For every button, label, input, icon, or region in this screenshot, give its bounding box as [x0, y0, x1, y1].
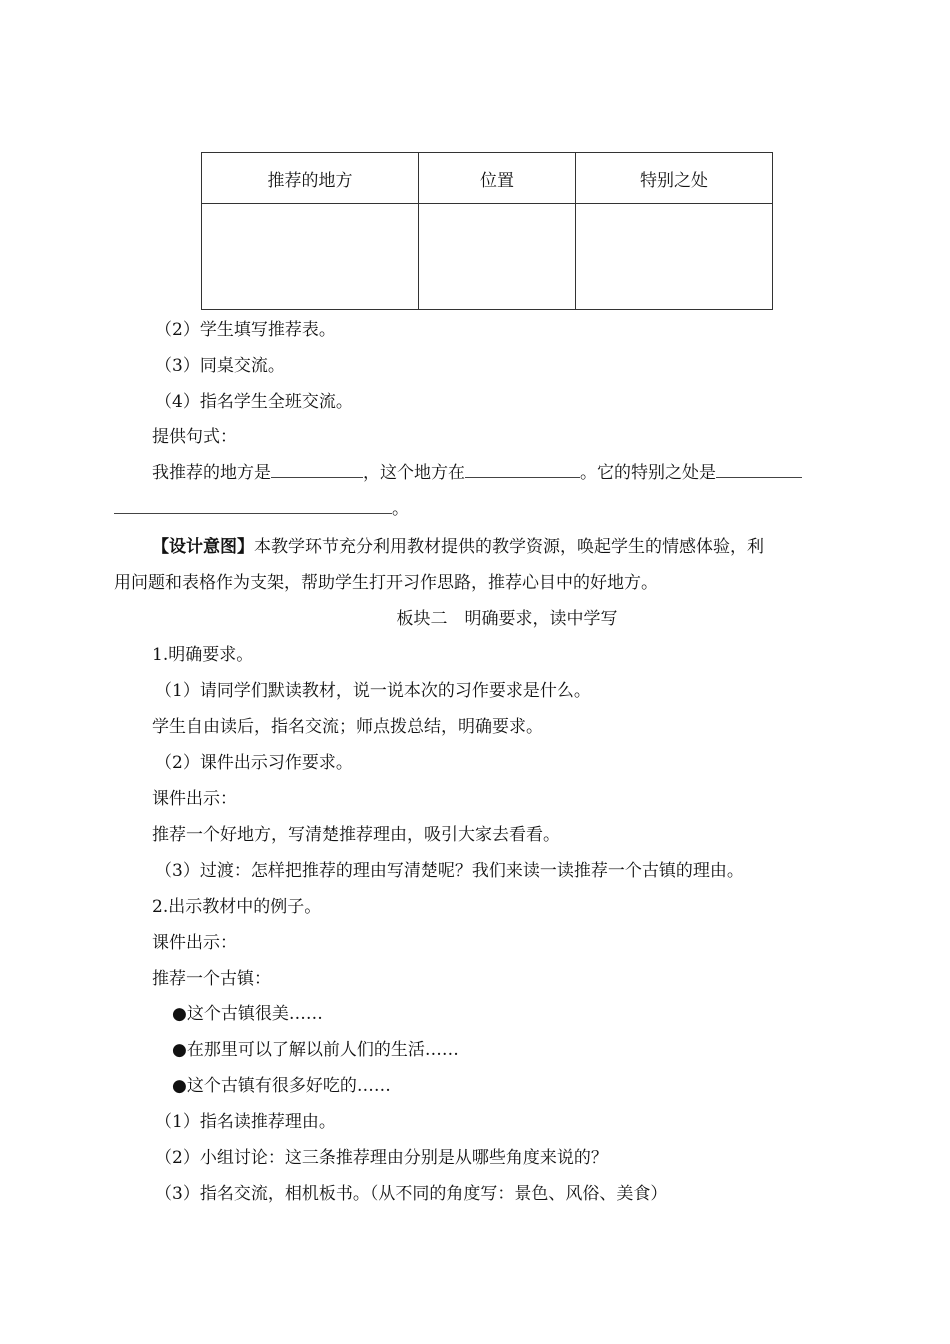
- bullet-2: ●在那里可以了解以前人们的生活……: [172, 1040, 459, 1060]
- section-title: 板块二 明确要求，读中学写: [396, 609, 618, 629]
- pattern-part-2: ，这个地方在: [363, 463, 465, 483]
- sentence-pattern: [152, 458, 802, 483]
- pattern-label: 提供句式：: [152, 427, 237, 447]
- design-intent-continued: 用问题和表格作为支架，帮助学生打开习作思路，推荐心目中的好地方。: [114, 573, 658, 593]
- table-cell-empty[interactable]: [576, 204, 773, 310]
- courseware-label-1: 课件出示：: [152, 789, 237, 809]
- design-intent-label: 【设计意图】: [152, 537, 254, 557]
- blank-field[interactable]: [114, 495, 392, 514]
- example-title: 推荐一个古镇：: [152, 969, 271, 989]
- table-header-place: 推荐的地方: [202, 153, 419, 204]
- table-row: [202, 204, 773, 310]
- step-3: （3）同桌交流。: [155, 356, 285, 376]
- pattern-end: 。: [392, 499, 409, 519]
- item-1: 1.明确要求。: [152, 645, 254, 665]
- table-header-feature: 特别之处: [576, 153, 773, 204]
- item-1-1: （1）请同学们默读教材，说一说本次的习作要求是什么。: [155, 681, 591, 701]
- table-cell-empty[interactable]: [202, 204, 419, 310]
- recommendation-table: [201, 152, 773, 310]
- item-1-3: （3）过渡：怎样把推荐的理由写清楚呢？我们来读一读推荐一个古镇的理由。: [155, 861, 744, 881]
- table-header-location: 位置: [419, 153, 576, 204]
- bullet-3: ●这个古镇有很多好吃的……: [172, 1076, 391, 1096]
- requirement-text: 推荐一个好地方，写清楚推荐理由，吸引大家去看看。: [152, 825, 560, 845]
- pattern-part-3: 。它的特别之处是: [580, 463, 716, 483]
- item-1-1-note: 学生自由读后，指名交流；师点拨总结，明确要求。: [152, 717, 543, 737]
- item-2-2: （2）小组讨论：这三条推荐理由分别是从哪些角度来说的？: [155, 1148, 608, 1168]
- item-2: 2.出示教材中的例子。: [152, 897, 322, 917]
- blank-field[interactable]: [716, 459, 802, 478]
- design-intent: [152, 532, 764, 557]
- pattern-part-1: 我推荐的地方是: [152, 463, 271, 483]
- courseware-label-2: 课件出示：: [152, 933, 237, 953]
- table-header-row: [202, 153, 773, 204]
- step-2: （2）学生填写推荐表。: [155, 320, 336, 340]
- design-intent-text: 本教学环节充分利用教材提供的教学资源，唤起学生的情感体验，利: [254, 537, 764, 557]
- table-cell-empty[interactable]: [419, 204, 576, 310]
- item-2-1: （1）指名读推荐理由。: [155, 1112, 336, 1132]
- step-4: （4）指名学生全班交流。: [155, 392, 353, 412]
- item-2-3: （3）指名交流，相机板书。（从不同的角度写：景色、风俗、美食）: [155, 1184, 668, 1204]
- blank-field[interactable]: [271, 459, 363, 478]
- sentence-pattern-line-2: [114, 494, 409, 519]
- blank-field[interactable]: [465, 459, 580, 478]
- bullet-1: ●这个古镇很美……: [172, 1004, 323, 1024]
- item-1-2: （2）课件出示习作要求。: [155, 753, 353, 773]
